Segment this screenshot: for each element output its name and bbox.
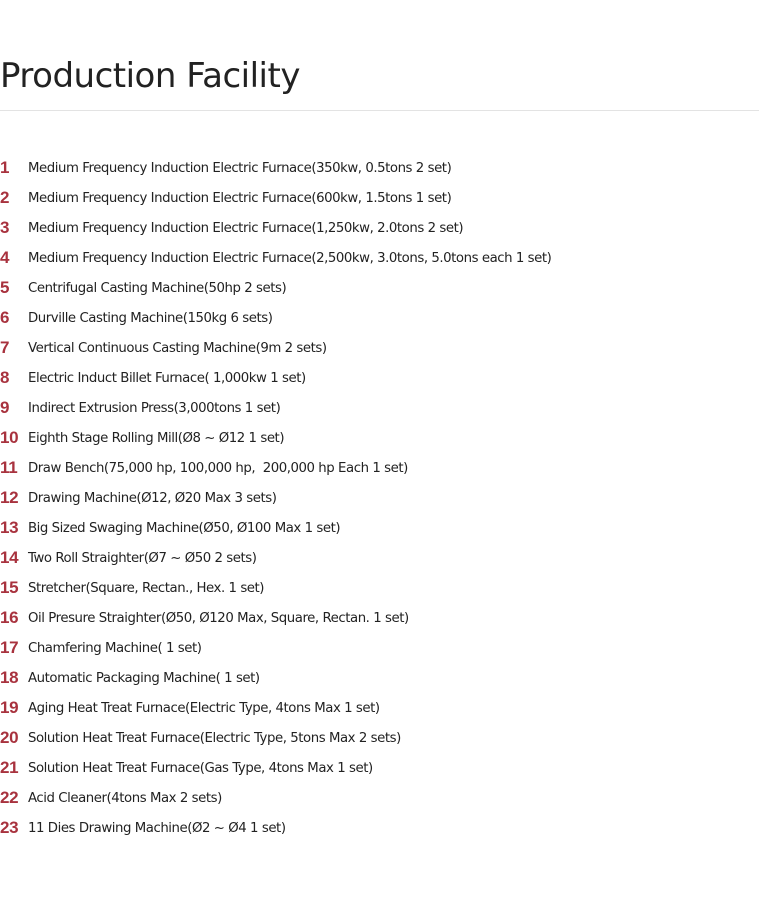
list-item xyxy=(0,723,759,753)
item-number: 21 xyxy=(0,758,19,777)
item-text: Aging Heat Treat Furnace(Electric Type, 4tons Max 1 set) xyxy=(28,700,380,716)
item-text: 11 Dies Drawing Machine(Ø2 ~ Ø4 1 set) xyxy=(28,820,286,836)
list-item xyxy=(0,453,759,483)
item-number: 14 xyxy=(0,548,19,567)
item-number: 3 xyxy=(0,218,10,237)
item-text: Stretcher(Square, Rectan., Hex. 1 set) xyxy=(28,580,265,596)
item-text: Medium Frequency Induction Electric Furnace(350kw, 0.5tons 2 set) xyxy=(28,160,452,176)
item-number: 9 xyxy=(0,398,10,417)
item-text: Eighth Stage Rolling Mill(Ø8 ~ Ø12 1 set) xyxy=(28,430,285,446)
item-text: Automatic Packaging Machine( 1 set) xyxy=(28,670,260,686)
page-title: Production Facility xyxy=(0,56,300,96)
list-item xyxy=(0,603,759,633)
item-number: 12 xyxy=(0,488,19,507)
list-item xyxy=(0,213,759,243)
item-number: 22 xyxy=(0,788,19,807)
item-number: 20 xyxy=(0,728,19,747)
list-item xyxy=(0,693,759,723)
list-item xyxy=(0,573,759,603)
list-item xyxy=(0,423,759,453)
list-item xyxy=(0,543,759,573)
list-item xyxy=(0,153,759,183)
list-item xyxy=(0,483,759,513)
item-number: 11 xyxy=(0,458,18,477)
list-item xyxy=(0,783,759,813)
item-text: Draw Bench(75,000 hp, 100,000 hp, 200,000 hp Each 1 set) xyxy=(28,460,408,476)
item-text: Solution Heat Treat Furnace(Gas Type, 4tons Max 1 set) xyxy=(28,760,373,776)
item-text: Centrifugal Casting Machine(50hp 2 sets) xyxy=(28,280,287,296)
item-text: Big Sized Swaging Machine(Ø50, Ø100 Max 1 set) xyxy=(28,520,341,536)
item-number: 17 xyxy=(0,638,19,657)
item-number: 8 xyxy=(0,368,10,387)
list-item xyxy=(0,303,759,333)
item-text: Medium Frequency Induction Electric Furnace(1,250kw, 2.0tons 2 set) xyxy=(28,220,464,236)
item-number: 7 xyxy=(0,338,10,357)
item-number: 19 xyxy=(0,698,19,717)
list-item xyxy=(0,513,759,543)
item-number: 15 xyxy=(0,578,19,597)
item-text: Durville Casting Machine(150kg 6 sets) xyxy=(28,310,273,326)
list-item xyxy=(0,273,759,303)
item-text: Two Roll Straighter(Ø7 ~ Ø50 2 sets) xyxy=(28,550,257,566)
item-text: Electric Induct Billet Furnace( 1,000kw 1 set) xyxy=(28,370,306,386)
list-item xyxy=(0,813,759,843)
item-text: Vertical Continuous Casting Machine(9m 2 sets) xyxy=(28,340,327,356)
item-number: 4 xyxy=(0,248,10,267)
item-number: 23 xyxy=(0,818,19,837)
item-text: Oil Presure Straighter(Ø50, Ø120 Max, Square, Rectan. 1 set) xyxy=(28,610,409,626)
item-number: 18 xyxy=(0,668,19,687)
item-text: Indirect Extrusion Press(3,000tons 1 set) xyxy=(28,400,281,416)
item-number: 1 xyxy=(0,158,10,177)
item-text: Medium Frequency Induction Electric Furnace(600kw, 1.5tons 1 set) xyxy=(28,190,452,206)
item-text: Drawing Machine(Ø12, Ø20 Max 3 sets) xyxy=(28,490,277,506)
item-number: 6 xyxy=(0,308,10,327)
list-item xyxy=(0,753,759,783)
item-text: Chamfering Machine( 1 set) xyxy=(28,640,202,656)
list-item xyxy=(0,363,759,393)
list-item xyxy=(0,663,759,693)
item-number: 10 xyxy=(0,428,19,447)
item-text: Acid Cleaner(4tons Max 2 sets) xyxy=(28,790,222,806)
item-text: Medium Frequency Induction Electric Furnace(2,500kw, 3.0tons, 5.0tons each 1 set) xyxy=(28,250,552,266)
list-item xyxy=(0,393,759,423)
list-item xyxy=(0,333,759,363)
item-number: 16 xyxy=(0,608,19,627)
title-divider xyxy=(0,110,759,111)
item-number: 5 xyxy=(0,278,10,297)
list-item xyxy=(0,633,759,663)
item-text: Solution Heat Treat Furnace(Electric Type, 5tons Max 2 sets) xyxy=(28,730,401,746)
list-item xyxy=(0,183,759,213)
item-number: 13 xyxy=(0,518,19,537)
facility-list xyxy=(0,153,759,843)
item-number: 2 xyxy=(0,188,10,207)
list-item xyxy=(0,243,759,273)
